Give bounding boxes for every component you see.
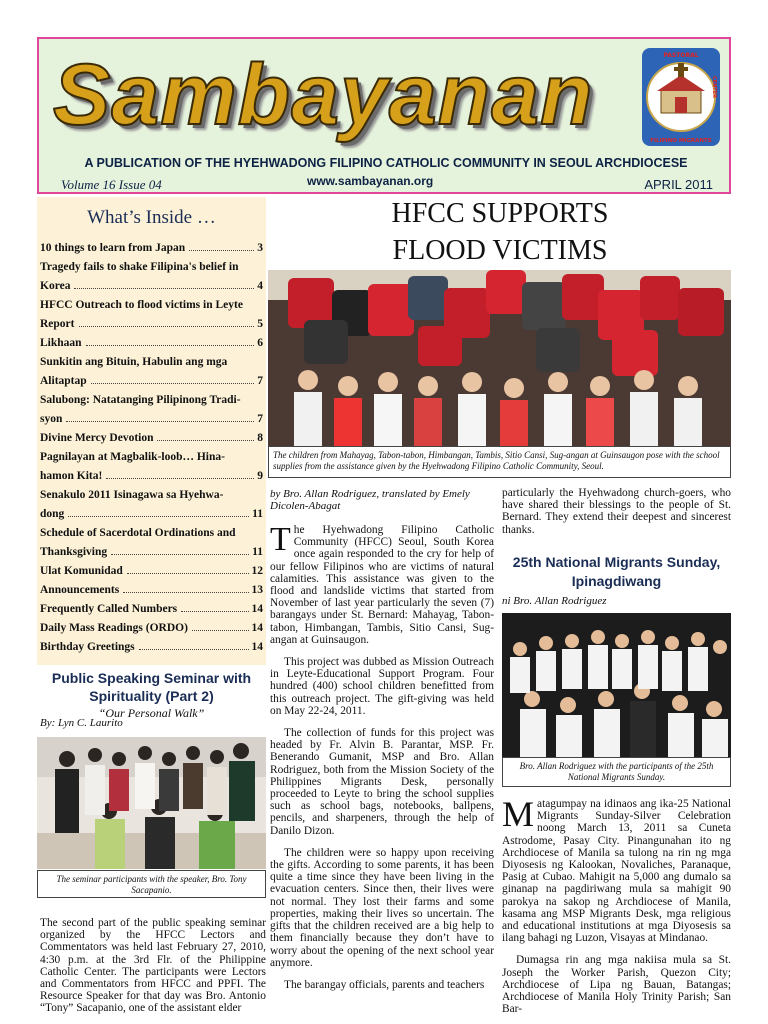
toc-item-label: HFCC Outreach to flood victims in Leyte	[40, 299, 243, 311]
main-headline	[270, 195, 730, 269]
toc-item-label: Likhaan	[40, 337, 82, 349]
toc-leader-dots	[106, 478, 254, 479]
toc-item-label: Announcements	[40, 584, 120, 596]
main-byline: by Bro. Allan Rodriguez, translated by Emely Dicolen-Abagat	[270, 488, 470, 512]
main-paragraph-5: The barangay officials, parents and teachers	[284, 978, 485, 991]
toc-item-label: Ulat Komunidad	[40, 565, 123, 577]
toc-leader-dots	[68, 516, 249, 517]
toc-page-number: 7	[257, 375, 263, 387]
toc-leader-dots	[86, 345, 255, 346]
toc-page-number: 7	[257, 413, 263, 425]
toc-item-label: hamon Kita!	[40, 470, 103, 482]
toc-page-number: 14	[251, 622, 263, 634]
logo-text-top: PASTORAL	[663, 52, 699, 59]
toc-page-number: 8	[257, 432, 263, 444]
toc-item-label: Senakulo 2011 Isinagawa sa Hyehwa-	[40, 489, 224, 501]
toc-item-label: Schedule of Sacerdotal Ordinations and	[40, 527, 236, 539]
main-dropcap: T	[270, 521, 291, 558]
toc-item[interactable]	[40, 353, 263, 391]
toc-item[interactable]	[40, 258, 263, 296]
migrants-sunday-photo	[502, 613, 731, 757]
migrants-paragraph-2: Dumagsa rin ang mga nakiisa mula sa St. Joseph the Worker Parish, Quezon City; Archdiocese of Lipa ng Bauan, Batangas; Archdiocese of Manila Holy Trinity Parish; San Bar-	[502, 954, 731, 1016]
main-paragraph-col2: particularly the Hyehwadong church-goers, who have shared their blessings to the people of St. Bernard. They extend their deepest and sincerest thanks.	[502, 487, 731, 536]
toc-page-number: 3	[257, 242, 263, 254]
toc-page-number: 14	[251, 603, 263, 615]
migrants-paragraph-1: Matagumpay na idinaos ang ika-25 National Migrants Sunday-Silver Celebration noong March 13, 2011 sa Cuneta Astrodome, Pasay City. Pinangunahan ito ng Archdiocese of Manila sa tulong na rin ng mga Diyosesis ng Kalookan, Novaliches, Paranaque, Pasig at Cubao. Mahigit na 5,000 ang dumalo sa ginanap na pagdiriwang mula sa mahigit 90 parokya na sakop ng Archdiocese of Manila, kasama ang MSP Migrants Desk, mga religious and educational institutions at mga Diyosesis sa ilang bahagi ng Luzon, Visayas at Mindanao.	[502, 794, 731, 945]
headline-line-1: HFCC SUPPORTS	[391, 198, 609, 229]
newsletter-title: Sambayanan	[53, 47, 594, 143]
issue-date: APRIL 2011	[644, 177, 713, 192]
toc-leader-dots	[111, 554, 249, 555]
toc-item[interactable]	[40, 429, 263, 448]
toc-item[interactable]	[40, 638, 263, 657]
toc-item-label: Divine Mercy Devotion	[40, 432, 154, 444]
toc-page-number: 12	[251, 565, 263, 577]
seminar-body	[40, 917, 266, 1024]
main-article-body	[270, 521, 494, 1001]
tagline: A PUBLICATION OF THE HYEHWADONG FILIPINO CATHOLIC COMMUNITY IN SEOUL ARCHDIOCESE	[84, 156, 688, 170]
toc-leader-dots	[157, 440, 254, 441]
toc-leader-dots	[192, 630, 249, 631]
toc-leader-dots	[127, 573, 249, 574]
seminar-byline: By: Lyn C. Laurito	[40, 717, 123, 729]
seminar-paragraph: The second part of the public speaking seminar organized by the HFCC Lectors and Commentators was held last February 27, 2010, 4:30 p.m. at the 3rd Flr. of the Philippine Catholic Center. The participants were Lectors and Commentators from HFCC and PPFI. The Resource Speaker for that day was Bro. Antonio “Tony” Sacapanio, one of the assistant elder	[40, 917, 266, 1015]
headline-line-2: FLOOD VICTIMS	[392, 235, 608, 266]
main-paragraph-1: The Hyehwadong Filipino Catholic Community (HFCC) Seoul, South Korea once again responded to the cry for help of our fellow Filipinos who are victims of natural calamities. This assistance was given to the flood and landslide victims that started from November of last year particularly the seven (7) barangays under St. Bernard: Mahayag, Tabon-tabon, Himbangan, Tambis, Sitio Cansi, Sug-angan at Guinsaugon.	[270, 521, 494, 646]
website-link[interactable]: www.sambayanan.org	[307, 174, 434, 188]
toc-item-label: Daily Mass Readings (ORDO)	[40, 622, 188, 634]
toc-leader-dots	[123, 592, 248, 593]
migrants-dropcap: M	[502, 794, 535, 834]
main-article-continued	[502, 487, 731, 546]
children-school-bags-photo	[268, 270, 731, 446]
toc-list	[40, 239, 263, 657]
toc-item-label: dong	[40, 508, 65, 520]
toc-page-number: 9	[257, 470, 263, 482]
toc-item[interactable]	[40, 239, 263, 258]
toc-item[interactable]	[40, 581, 263, 600]
toc-item[interactable]	[40, 524, 263, 562]
toc-page-number: 11	[252, 508, 263, 520]
seminar-title: Public Speaking Seminar with Spirituality (Part 2)	[51, 670, 252, 704]
toc-item[interactable]	[40, 391, 263, 429]
toc-item[interactable]	[40, 448, 263, 486]
toc-item-label: 10 things to learn from Japan	[40, 242, 186, 254]
toc-leader-dots	[79, 326, 255, 327]
seminar-group-photo	[37, 737, 266, 869]
main-paragraph-3: The collection of funds for this project was headed by Fr. Alvin B. Parantar, MSP. Fr. Benerando Gumanit, MSP and Bro. Allan Rodriguez, both from the Mission Society of the Philippines Migrants Desk, personally proceeded to Leyte to bring the school supplies such as school bags, notebooks, ballpens, pencils, and sharpeners, through the help of Danilo Dizon.	[270, 727, 494, 837]
migrants-title: 25th National Migrants Sunday, Ipinagdiwang	[512, 554, 721, 589]
toc-page-number: 4	[257, 280, 263, 292]
toc-item-label: Birthday Greetings	[40, 641, 135, 653]
toc-page-number: 11	[252, 546, 263, 558]
masthead	[37, 37, 731, 194]
toc-leader-dots	[139, 649, 249, 650]
toc-item[interactable]	[40, 486, 263, 524]
toc-leader-dots	[74, 288, 254, 289]
migrants-body	[502, 794, 731, 1024]
toc-item[interactable]	[40, 562, 263, 581]
seminar-photo-caption: The seminar participants with the speaker, Bro. Tony Sacapanio.	[37, 870, 266, 898]
toc-item-label: Pagnilayan at Magbalik-loob… Hina-	[40, 451, 225, 463]
migrants-photo-caption: Bro. Allan Rodriguez with the participants of the 25th National Migrants Sunday.	[502, 757, 731, 787]
toc-page-number: 14	[251, 641, 263, 653]
main-paragraph-4: The children were so happy upon receiving the gifts. According to some parents, it has been quite a time since they have been living in the evacuation centers. Since then, their lives were not normal. They lost their farms and some properties, making their lives so uncertain. The gifts that the children received are a big help to them financially because they don’t have to worry about the opening of the next school year anymore.	[270, 846, 494, 969]
volume-issue: Volume 16 Issue 04	[61, 177, 162, 192]
toc-item[interactable]	[40, 334, 263, 353]
toc-page-number: 6	[257, 337, 263, 349]
toc-item[interactable]	[40, 296, 263, 334]
toc-item-label: Salubong: Natatanging Pilipinong Tradi-	[40, 394, 241, 406]
toc-leader-dots	[66, 421, 254, 422]
toc-item-label: syon	[40, 413, 63, 425]
children-photo-caption: The children from Mahayag, Tabon-tabon, Himbangan, Tambis, Sitio Cansi, Sug-angan at Guinsaugon pose with the school supplies from the assistance given by the Hyehwadong Filipino Catholic Community, Seoul.	[268, 446, 731, 478]
toc-item-label: Report	[40, 318, 75, 330]
table-of-contents	[37, 197, 266, 665]
toc-item-label: Thanksgiving	[40, 546, 108, 558]
main-paragraph-2: This project was dubbed as Mission Outreach in Leyte-Educational Support Program. Four hundred (400) school children benefitted from this outreach project. The gift-giving was held on May 22-24, 2011.	[270, 656, 494, 717]
seminar-subtitle: “Our Personal Walk”	[98, 706, 205, 720]
logo-text-side: CENTER	[711, 76, 717, 98]
toc-item[interactable]	[40, 600, 263, 619]
church-seal-logo	[641, 47, 721, 147]
migrants-byline: ni Bro. Allan Rodriguez	[502, 595, 607, 607]
toc-item-label: Alitaptap	[40, 375, 87, 387]
toc-page-number: 13	[251, 584, 263, 596]
toc-item-label: Korea	[40, 280, 71, 292]
toc-item[interactable]	[40, 619, 263, 638]
toc-item-label: Tragedy fails to shake Filipina's belief in	[40, 261, 239, 273]
toc-leader-dots	[181, 611, 248, 612]
logo-text-bottom: FILIPINO MIGRANTS	[650, 138, 712, 144]
toc-leader-dots	[189, 250, 254, 251]
toc-title: What’s Inside …	[87, 207, 216, 228]
toc-item-label: Sunkitin ang Bituin, Habulin ang mga	[40, 356, 228, 368]
toc-leader-dots	[91, 383, 255, 384]
toc-page-number: 5	[257, 318, 263, 330]
toc-item-label: Frequently Called Numbers	[40, 603, 178, 615]
